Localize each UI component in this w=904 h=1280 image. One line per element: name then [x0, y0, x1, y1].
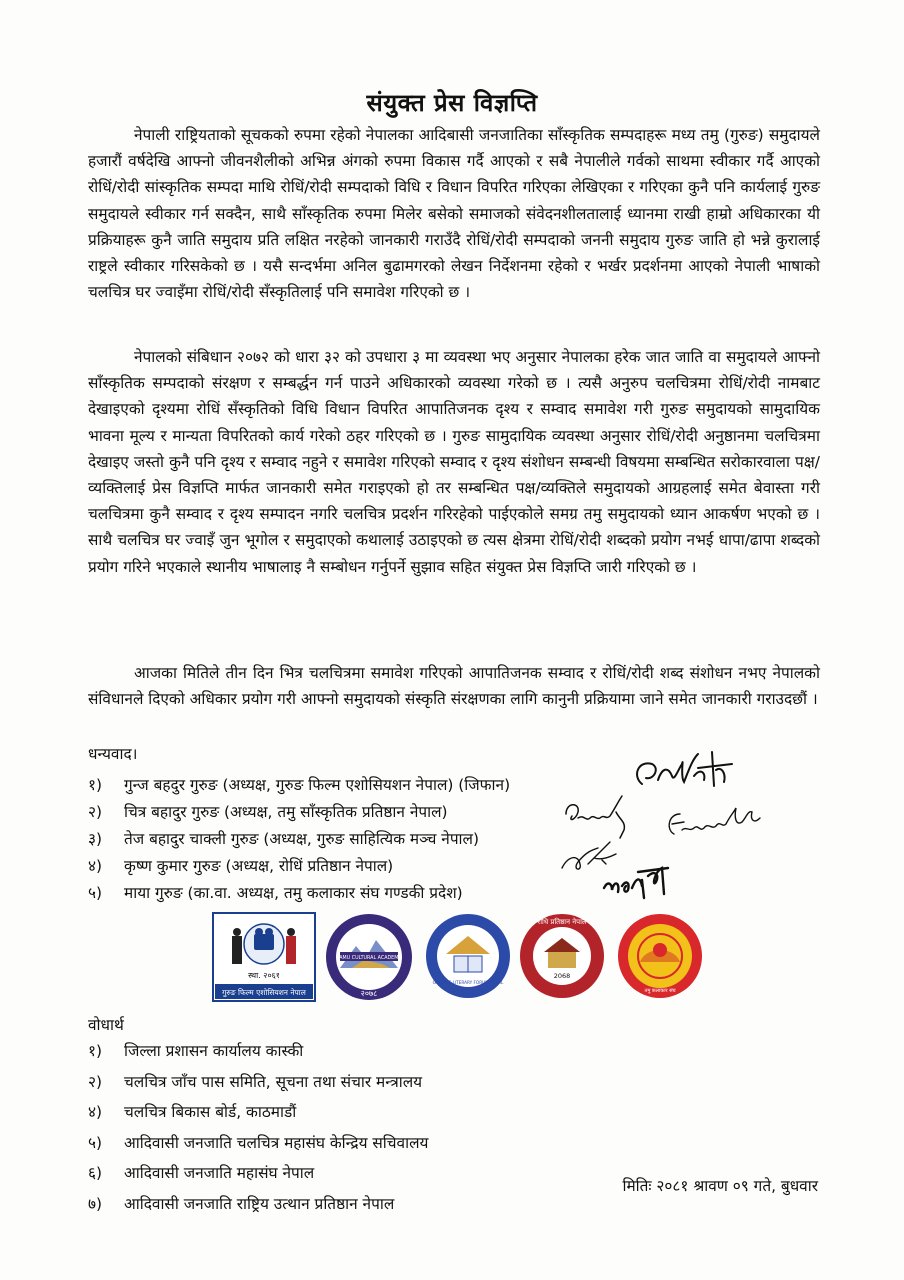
bodhartha-heading: वोधार्थ: [88, 1016, 124, 1034]
logo-2-name: TAMU CULTURAL ACADEMY: [336, 956, 402, 961]
bodhartha-text: जिल्ला प्रशासन कार्यालय कास्की: [124, 1042, 304, 1060]
bodhartha-list: [88, 1036, 428, 1219]
paragraph-2: नेपालको संबिधान २०७२ को धारा ३२ को उपधारा ३ मा व्यवस्था भए अनुसार नेपालका हरेक जात जाति वा समुदायले आफ्नो साँस्कृतिक सम्पदाको संरक्षण र सम्बर्द्धन गर्न पाउने अधिकारको व्यवस्था गरेको छ । त्यसै अनुरुप चलचित्रमा रोधिं/रोदी नामबाट देखाइएको दृश्यमा रोधिं सँस्कृतिको विधि विधान विपरित आपातिजनक दृश्य र सम्वाद समावेश गरी गुरुङ समुदायको सामुदायिक भावना मूल्य र मान्यता विपरितको कार्य गरेको ठहर गरिएको छ । गुरुङ सामुदायिक व्यवस्था अनुसार रोधिं/रोदी अनुष्ठानमा चलचित्रमा देखाइए जस्तो कुनै पनि दृश्य र सम्वाद नहुने र समावेश गरिएको सम्वाद र दृश्य संशोधन सम्बन्धी विषयमा सम्बन्धित सरोकारवाला पक्ष/व्यक्तिलाई प्रेस विज्ञप्ति मार्फत जानकारी समेत गराइएको हो तर सम्बन्धित पक्ष/व्यक्तिले समुदायको आग्रहलाई समेत बेवास्ता गरी चलचित्रमा कुनै सम्वाद र दृश्य सम्पादन नगरि चलचित्र प्रदर्शन गरिरहेको पाईएकोले समग्र तमु समुदायको ध्यान आकर्षण भएको छ । साथै चलचित्र घर ज्वाइँ जुन भूगोल र समुदाएको कथालाई उठाइएको छ त्यस क्षेत्रमा रोधिं/रोदी शब्दको प्रयोग नभई धापा/ढापा शब्दको प्रयोग गरिने भएकाले स्थानीय भाषालाइ नै सम्बोधन गर्नुपर्ने सुझाव सहित संयुक्त प्रेस विज्ञप्ति जारी गरिएको छ ।: [88, 348, 820, 576]
signature-5: [598, 858, 674, 906]
bodhartha-text: आदिवासी जनजाति चलचित्र महासंघ केन्द्रिय सचिवालय: [124, 1133, 429, 1152]
paragraph-1: नेपाली राष्ट्रियताको सूचकको रुपमा रहेको नेपालका आदिबासी जनजातिका साँस्कृतिक सम्पदाहरू मध्य तमु (गुरुङ) समुदायले हजारौं वर्षदेखि आफ्नो जीवनशैलीको अभिन्न अंगको रुपमा विकास गर्दै आएको र सबै नेपालीले गर्वको साथमा स्वीकार गर्दै आएको रोधिं/रोदी सांस्कृतिक सम्पदा माथि रोधिं/रोदी सम्पदाको विधि र विधान विपरित गरिएका लेखिएका र गरिएका कुनै पनि कार्यलाई गुरुङ समुदायले स्वीकार गर्न सक्दैन, साथै साँस्कृतिक रुपमा मिलेर बसेको समाजको संवेदनशीलतालाई ध्यानमा राखी हाम्रो अधिकारका यी प्रक्रियाहरू कुनै जाति समुदाय प्रति लक्षित नरहेको जानकारी गराउँदै रोधिं/रोदी सम्पदाको जननी समुदाय गुरुङ जाति हो भन्ने कुरालाई राष्ट्रले स्वीकार गरिसकेको छ । यसै सन्दर्भमा अनिल बुढामगरको लेखन निर्देशनमा रहेको र भर्खर प्रदर्शनमा आएको नेपाली भाषाको चलचित्र घर ज्वाइँमा रोधिं/रोदी सँस्कृतिलाई पनि समावेश गरिएको छ ।: [88, 126, 820, 302]
bodhartha-text: आदिवासी जनजाति राष्ट्रिय उत्थान प्रतिष्ठान नेपाल: [124, 1194, 395, 1213]
logo-row: [212, 912, 704, 1004]
paragraph-3: आजका मितिले तीन दिन भित्र चलचित्रमा समावेश गरिएको आपातिजनक सम्वाद र रोधिं/रोदी शब्द संशोधन नभए नेपालको संविधानले दिएको अधिकार प्रयोग गरी आफ्नो समुदायको संस्कृति संरक्षणका लागि कानुनी प्रक्रियामा जाने समेत जानकारी गराउदछौं ।: [88, 664, 820, 709]
bodhartha-number: ४): [88, 1103, 103, 1121]
signature-2: [560, 792, 640, 842]
signer-name: माया गुरुङ (का.वा. अध्यक्ष, तमु कलाकार संघ गण्डकी प्रदेश): [124, 884, 463, 902]
bodhartha-item: [88, 1128, 428, 1159]
gurung-film-association-logo: [212, 912, 316, 1002]
bodhartha-text: चलचित्र बिकास बोर्ड, काठमाडौं: [124, 1103, 297, 1121]
signer-name: गुन्ज बहदुर गुरुङ (अध्यक्ष, गुरुङ फिल्म एशोसियशन नेपाल) (जिफान): [124, 776, 511, 794]
signer-name: चित्र बहादुर गुरुङ (अध्यक्ष, तमु साँस्कृतिक प्रतिष्ठान नेपाल): [124, 803, 448, 821]
logo-4-name: रोधि प्रतिष्ठान नेपाल: [537, 918, 587, 926]
page-title: संयुक्त प्रेस विज्ञप्ति: [366, 89, 538, 117]
signer-number: १): [88, 776, 103, 794]
bodhartha-text: आदिवासी जनजाति महासंघ नेपाल: [124, 1164, 315, 1182]
signer-name: कृष्ण कुमार गुरुङ (अध्यक्ष, रोधिं प्रतिष्ठान नेपाल): [124, 857, 394, 875]
signature-3: [660, 800, 772, 846]
logo-1-name: गुरुङ फिल्म एशोसियशन नेपाल: [222, 988, 306, 997]
bodhartha-number: १): [88, 1042, 103, 1060]
bodhartha-item: [88, 1189, 428, 1220]
signer-row: [88, 880, 648, 907]
thanks-line: धन्यवाद।: [88, 745, 138, 763]
logo-4-year: 2068: [553, 972, 571, 980]
bodhartha-number: ६): [88, 1164, 103, 1182]
logo-3-name: GURUNG LITERARY FORUM NEPAL: [432, 980, 504, 985]
gurung-literary-forum-logo: [424, 912, 512, 1000]
bodhartha-item: [88, 1158, 428, 1189]
bodhartha-number: २): [88, 1072, 103, 1091]
signer-number: ४): [88, 857, 103, 875]
issue-date: मितिः २०८१ श्रावण ०९ गते, बुधवार: [622, 1177, 818, 1195]
signer-number: ५): [88, 884, 103, 902]
signer-name: तेज बहादुर चाक्ली गुरुङ (अध्यक्ष, गुरुङ साहित्यिक मञ्च नेपाल): [124, 830, 479, 848]
bodhartha-number: ७): [88, 1194, 103, 1213]
logo-2-year: २०७८: [360, 989, 378, 998]
tamu-cultural-academy-logo: [324, 912, 414, 1002]
logo-1-year: स्था. २०६१: [248, 971, 280, 980]
tamu-artists-association-logo: [616, 912, 704, 1000]
rodhi-pratishthan-logo: [518, 912, 606, 1000]
signer-number: ३): [88, 830, 103, 848]
bodhartha-number: ५): [88, 1133, 103, 1152]
signature-1: [628, 746, 738, 806]
bodhartha-item: [88, 1036, 428, 1067]
bodhartha-text: चलचित्र जाँच पास समिति, सूचना तथा संचार मन्त्रालय: [124, 1072, 423, 1091]
logo-5-name: तमु कलाकार संघ: [644, 988, 676, 994]
signer-number: २): [88, 803, 103, 821]
bodhartha-item: [88, 1067, 428, 1098]
bodhartha-item: [88, 1097, 428, 1128]
